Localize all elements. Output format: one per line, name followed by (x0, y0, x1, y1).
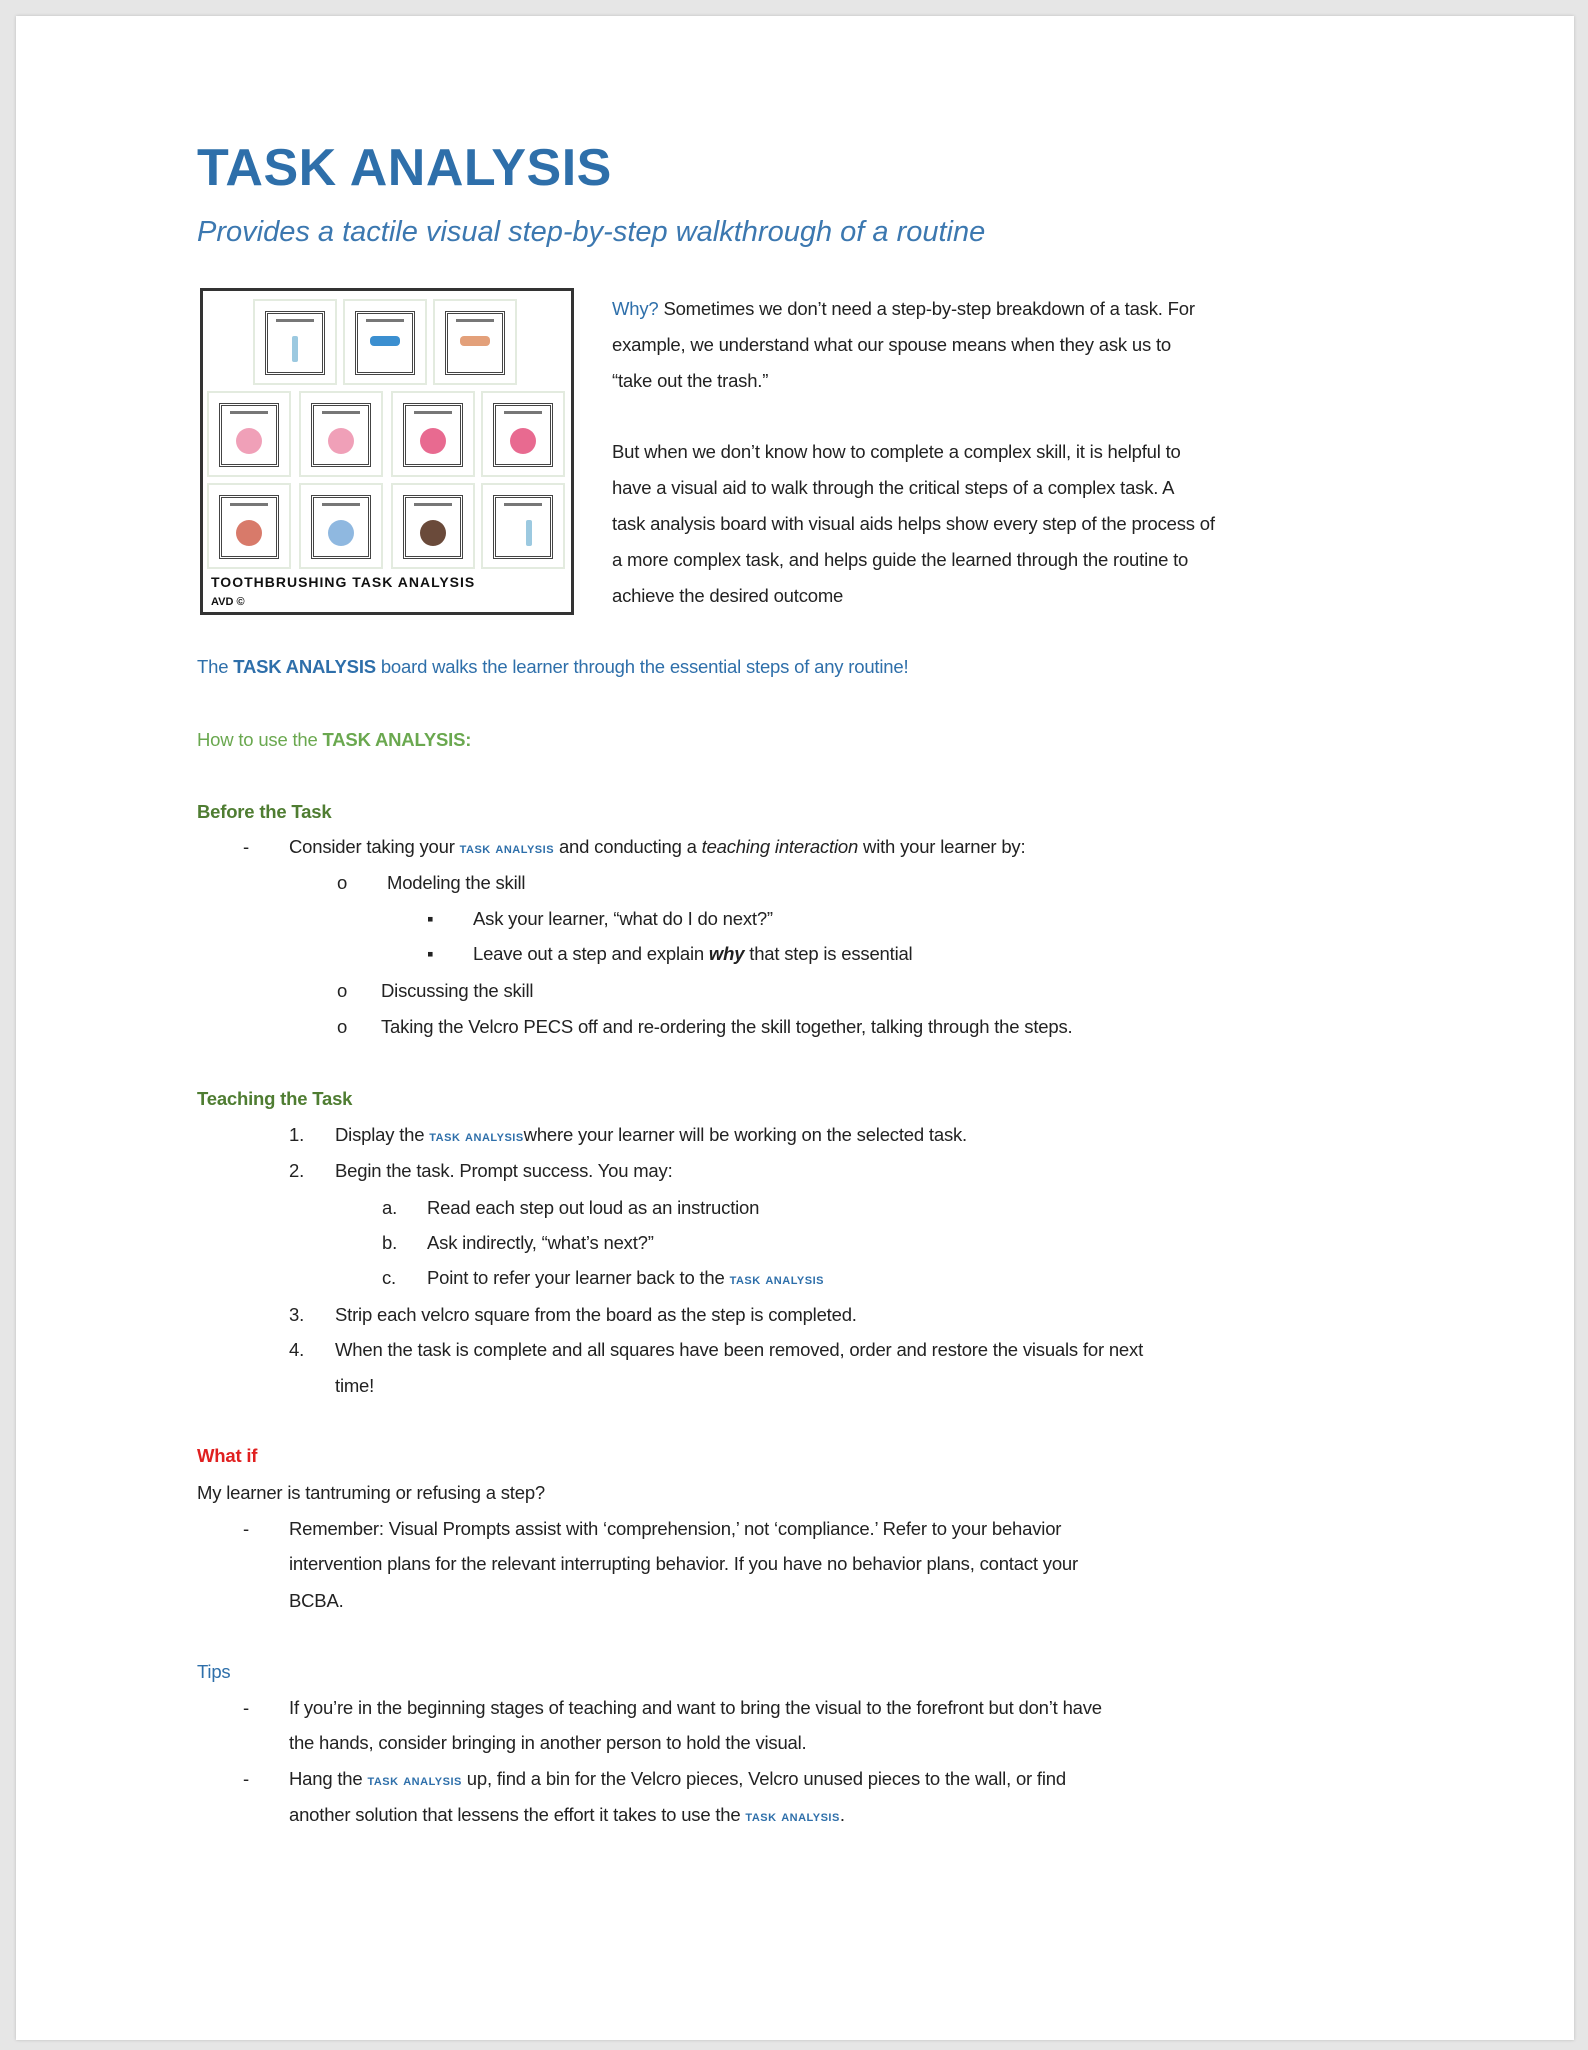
toothbrushing-board-image (200, 288, 574, 615)
text: with your learner by: (858, 836, 1026, 857)
before-heading: Before the Task (197, 801, 332, 822)
task-analysis-term: task analysis (745, 1808, 840, 1825)
why-label: Why? (612, 298, 659, 319)
tips-heading: Tips (197, 1661, 231, 1682)
emphasis: teaching interaction (701, 836, 859, 857)
page-title: TASK ANALYSIS (197, 139, 612, 197)
emphasis: why (708, 943, 745, 964)
what-if-heading: What if (197, 1445, 258, 1466)
list-item: Ask your learner, “what do I do next?” (473, 908, 773, 929)
task-analysis-term: task analysis (729, 1271, 824, 1288)
why-para-line: achieve the desired outcome (612, 585, 844, 606)
card-image (299, 483, 383, 569)
step-number: 1. (289, 1124, 305, 1145)
text: Consider taking your (289, 836, 460, 857)
text: Sometimes we don’t need a step-by-step breakdown of a task. For (658, 298, 1195, 319)
card-image (299, 391, 383, 477)
card-image (253, 299, 337, 385)
text: up, find a bin for the Velcro pieces, Velcro unused pieces to the wall, or find (461, 1768, 1066, 1789)
card-image (481, 483, 565, 569)
tagline (197, 656, 908, 678)
card-image (207, 483, 291, 569)
task-analysis-term: TASK ANALYSIS: (322, 729, 472, 750)
board-caption: TOOTHBRUSHING TASK ANALYSIS (211, 574, 476, 590)
why-para-line: have a visual aid to walk through the critical steps of a complex task. A (612, 477, 1175, 498)
step-1 (335, 1124, 967, 1146)
tip-line: the hands, consider bringing in another person to hold the visual. (289, 1732, 807, 1753)
b-marker: ▪ (427, 908, 434, 929)
o-marker: o (337, 1016, 348, 1037)
card-image (343, 299, 427, 385)
card-image (481, 391, 565, 477)
what-if-line: intervention plans for the relevant interrupting behavior. If you have no behavior plans, contact your (289, 1553, 1078, 1574)
step-b: Ask indirectly, “what’s next?” (427, 1232, 654, 1253)
why-line: “take out the trash.” (612, 370, 769, 391)
dash-marker: - (243, 1697, 249, 1718)
why-para-line: a more complex task, and helps guide the learned through the routine to (612, 549, 1189, 570)
what-if-line: Remember: Visual Prompts assist with ‘comprehension,’ not ‘compliance.’ Refer to your behavior (289, 1518, 1062, 1539)
why-line: example, we understand what our spouse means when they ask us to (612, 334, 1171, 355)
text: . (839, 1804, 845, 1825)
step-letter: c. (382, 1267, 396, 1288)
b-marker: ▪ (427, 943, 434, 964)
card-image (207, 391, 291, 477)
step-letter: b. (382, 1232, 398, 1253)
text: another solution that lessens the effort it takes to use the (289, 1804, 746, 1825)
step-number: 4. (289, 1339, 305, 1360)
text: that step is essential (744, 943, 913, 964)
list-item: Modeling the skill (387, 872, 526, 893)
dash-marker: - (243, 836, 249, 857)
list-item: Taking the Velcro PECS off and re-ordering the skill together, talking through the steps. (381, 1016, 1073, 1037)
dash-marker: - (243, 1768, 249, 1789)
step-2: Begin the task. Prompt success. You may: (335, 1160, 673, 1181)
what-if-question: My learner is tantruming or refusing a step? (197, 1482, 546, 1503)
card-image (433, 299, 517, 385)
teaching-heading: Teaching the Task (197, 1088, 353, 1109)
o-marker: o (337, 872, 348, 893)
text: How to use the (197, 729, 323, 750)
why-line (612, 298, 1195, 320)
step-number: 2. (289, 1160, 305, 1181)
task-analysis-term: task analysis (429, 1128, 524, 1145)
why-para-line: task analysis board with visual aids helps show every step of the process of (612, 513, 1215, 534)
why-para-line: But when we don’t know how to complete a complex skill, it is helpful to (612, 441, 1181, 462)
text: Display the (335, 1124, 430, 1145)
task-analysis-term: TASK ANALYSIS (233, 656, 376, 677)
text: The (197, 656, 234, 677)
card-image (391, 483, 475, 569)
text: Point to refer your learner back to the (427, 1267, 730, 1288)
what-if-line: BCBA. (289, 1590, 344, 1611)
list-item: Discussing the skill (381, 980, 534, 1001)
before-line (289, 836, 1025, 858)
text: where your learner will be working on the selected task. (523, 1124, 967, 1145)
tip-line: If you’re in the beginning stages of teaching and want to bring the visual to the forefront but don’t have (289, 1697, 1102, 1718)
task-analysis-term: task analysis (459, 840, 555, 857)
step-number: 3. (289, 1304, 305, 1325)
step-a: Read each step out loud as an instruction (427, 1197, 760, 1218)
dash-marker: - (243, 1518, 249, 1539)
text: and conducting a (554, 836, 702, 857)
board-logo: AVD © (211, 596, 245, 608)
text: Hang the (289, 1768, 368, 1789)
tip-line (289, 1768, 1066, 1790)
how-to-heading (197, 729, 471, 751)
step-c (427, 1267, 824, 1289)
step-letter: a. (382, 1197, 398, 1218)
text: board walks the learner through the essential steps of any routine! (375, 656, 909, 677)
step-4: When the task is complete and all squares have been removed, order and restore the visuals for next (335, 1339, 1144, 1360)
text: Leave out a step and explain (473, 943, 709, 964)
step-4-cont: time! (335, 1375, 375, 1396)
card-image (391, 391, 475, 477)
tip-line (289, 1804, 845, 1826)
page-subtitle: Provides a tactile visual step-by-step walkthrough of a routine (197, 216, 986, 248)
o-marker: o (337, 980, 348, 1001)
task-analysis-term: task analysis (367, 1772, 462, 1789)
list-item (473, 943, 912, 965)
step-3: Strip each velcro square from the board as the step is completed. (335, 1304, 857, 1325)
